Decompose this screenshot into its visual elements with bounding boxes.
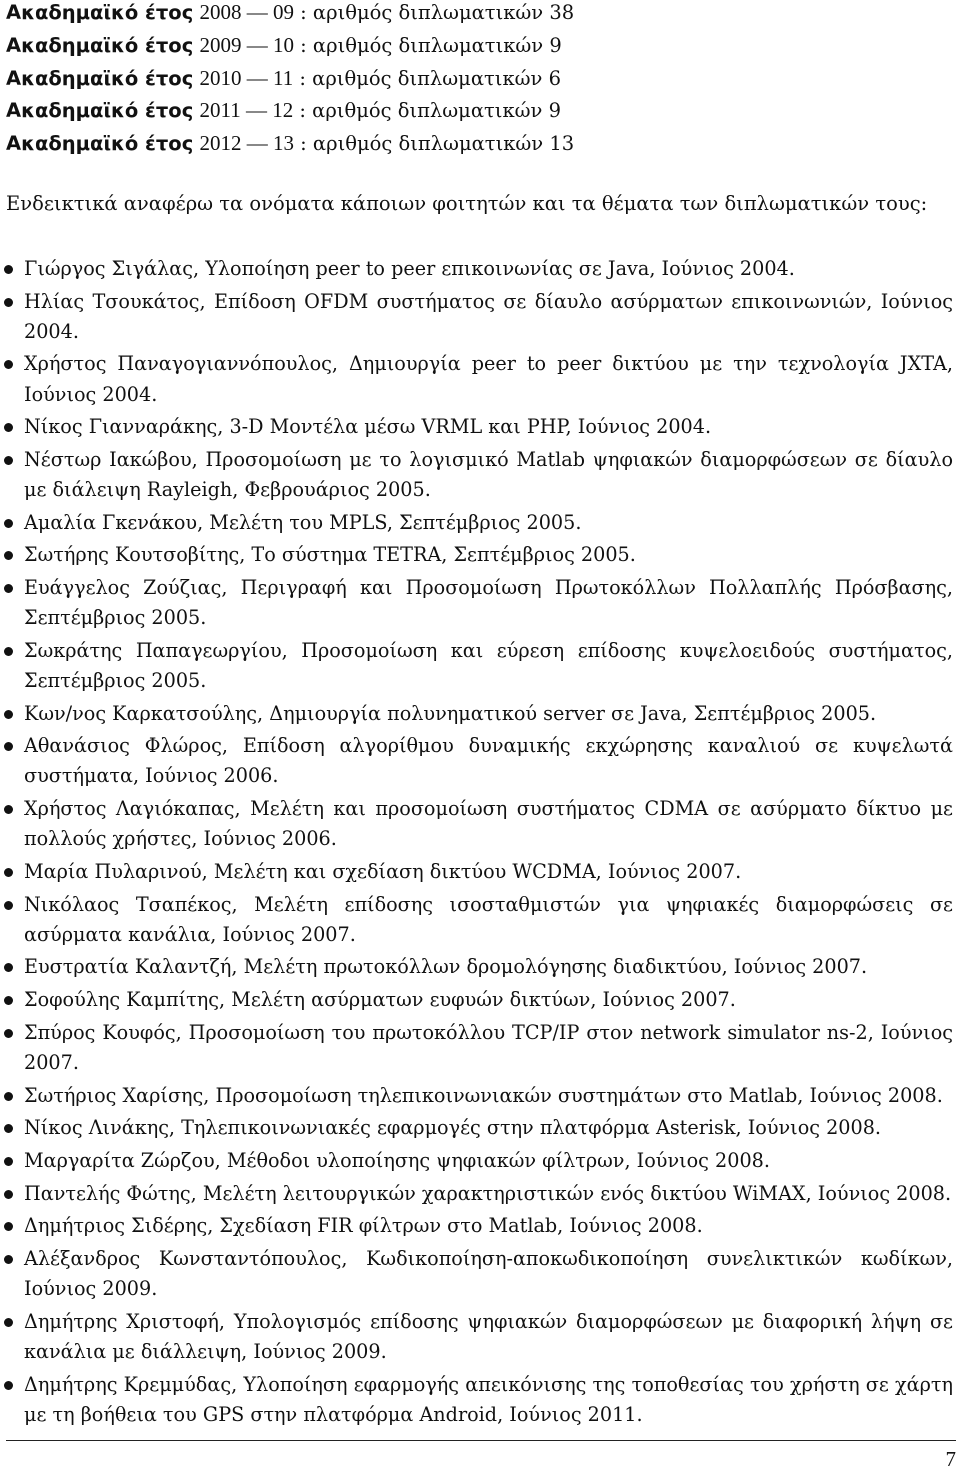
bullet-icon	[4, 298, 13, 307]
thesis-text: Γιώργος Σιγάλας, Υλοποίηση peer to peer επικοινωνίας σε Java, Ιούνιος 2004.	[24, 257, 795, 280]
academic-year-label: Ακαδημαϊκό έτος	[6, 66, 194, 90]
thesis-text: Νέστωρ Ιακώβου, Προσομοίωση με το λογισμικό Matlab ψηφιακών διαμορφώσεων σε δίαυλο με διάλειψη Rayleigh, Φεβρουάριος 2005.	[24, 447, 953, 502]
thesis-item	[0, 349, 953, 409]
thesis-item	[0, 985, 953, 1015]
thesis-item	[0, 952, 953, 982]
academic-year-label: Ακαδημαϊκό έτος	[6, 33, 194, 57]
thesis-text: Δημήτριος Σιδέρης, Σχεδίαση FIR φίλτρων στο Matlab, Ιούνιος 2008.	[24, 1214, 703, 1238]
thesis-text: Χρήστος Λαγιόκαπας, Μελέτη και προσομοίωση συστήματος CDMA σε ασύρματο δίκτυο με πολλούς χρήστες, Ιούνιος 2006.	[24, 797, 953, 851]
thesis-text: Κων/νος Καρκατσούλης, Δημιουργία πολυνηματικού server σε Java, Σεπτέμβριος 2005.	[24, 701, 877, 725]
thesis-text: Παντελής Φώτης, Μελέτη λειτουργικών χαρακτηριστικών ενός δικτύου WiMAX, Ιούνιος 2008.	[24, 1181, 952, 1205]
thesis-text: Αθανάσιος Φλώρος, Επίδοση αλγορίθμου δυναμικής εκχώρησης καναλιού σε κυψελωτά συστήματα, Ιούνιος 2006.	[24, 734, 953, 788]
thesis-item	[0, 1370, 953, 1430]
thesis-text: Ευστρατία Καλαντζή, Μελέτη πρωτοκόλλων δρομολόγησης διαδικτύου, Ιούνιος 2007.	[24, 955, 868, 979]
thesis-item	[0, 890, 953, 950]
academic-year-range: 2010 — 11	[199, 65, 294, 90]
thesis-text: Μαργαρίτα Ζώρζου, Μέθοδοι υλοποίησης ψηφιακών φίλτρων, Ιούνιος 2008.	[24, 1148, 770, 1172]
academic-year-line	[6, 98, 946, 123]
bullet-icon	[4, 868, 13, 877]
thesis-item	[0, 1307, 953, 1367]
thesis-item	[0, 412, 953, 442]
thesis-text: Ευάγγελος Ζούζιας, Περιγραφή και Προσομοίωση Πρωτοκόλλων Πολλαπλής Πρόσβασης, Σεπτέμβριος 2005.	[24, 576, 953, 630]
thesis-text: Αμαλία Γκενάκου, Μελέτη του MPLS, Σεπτέμβριος 2005.	[24, 510, 582, 534]
thesis-item	[0, 508, 953, 538]
thesis-item	[0, 1211, 953, 1241]
thesis-count: : αριθμός διπλωματικών 9	[293, 99, 562, 123]
bullet-icon	[4, 360, 13, 369]
academic-year-line	[6, 0, 946, 25]
thesis-item	[0, 1018, 953, 1078]
thesis-item	[0, 1081, 953, 1111]
thesis-item	[0, 1244, 953, 1304]
thesis-item	[0, 636, 953, 696]
thesis-count: : αριθμός διπλωματικών 6	[293, 66, 562, 90]
thesis-text: Δημήτρης Χριστοφή, Υπολογισμός επίδοσης ψηφιακών διαμορφώσεων με διαφορική λήψη σε κανάλια με διάλλειψη, Ιούνιος 2009.	[24, 1309, 953, 1363]
thesis-item	[0, 287, 953, 347]
bullet-icon	[4, 1190, 13, 1199]
bullet-icon	[4, 1381, 13, 1390]
thesis-item	[0, 573, 953, 633]
bullet-icon	[4, 710, 13, 719]
bullet-icon	[4, 1318, 13, 1327]
bullet-icon	[4, 742, 13, 751]
academic-year-line	[6, 33, 946, 58]
footer-divider	[6, 1440, 956, 1441]
thesis-text: Μαρία Πυλαρινού, Μελέτη και σχεδίαση δικτύου WCDMA, Ιούνιος 2007.	[24, 859, 742, 883]
bullet-icon	[4, 1222, 13, 1231]
bullet-icon	[4, 963, 13, 972]
thesis-item	[0, 1146, 953, 1176]
thesis-item	[0, 857, 953, 887]
bullet-icon	[4, 1092, 13, 1101]
thesis-text: Σωτήριος Χαρίσης, Προσομοίωση τηλεπικοινωνιακών συστημάτων στο Matlab, Ιούνιος 2008.	[24, 1083, 943, 1107]
page-number: 7	[945, 1447, 956, 1471]
thesis-item	[0, 794, 953, 854]
thesis-text: Χρήστος Παναγογιαννόπουλος, Δημιουργία peer to peer δικτύου με την τεχνολογία JXTA, Ιούνιος 2004.	[24, 352, 953, 406]
thesis-count: : αριθμός διπλωματικών 13	[293, 132, 575, 156]
academic-year-label: Ακαδημαϊκό έτος	[6, 1, 194, 24]
thesis-item	[0, 731, 953, 791]
bullet-icon	[4, 265, 13, 274]
thesis-item	[0, 540, 953, 570]
thesis-text: Νικόλαος Τσαπέκος, Μελέτη επίδοσης ισοσταθμιστών για ψηφιακές διαμορφώσεις σε ασύρματα κανάλια, Ιούνιος 2007.	[24, 892, 953, 946]
bullet-icon	[4, 1157, 13, 1166]
thesis-text: Αλέξανδρος Κωνσταντόπουλος, Κωδικοποίηση-αποκωδικοποίηση συνελικτικών κωδίκων, Ιούνιος 2009.	[24, 1246, 953, 1301]
bullet-icon	[4, 584, 13, 593]
thesis-text: Σωκράτης Παπαγεωργίου, Προσομοίωση και εύρεση επίδοσης κυψελοειδούς συστήματος, Σεπτέμβριος 2005.	[24, 638, 953, 692]
bullet-icon	[4, 456, 13, 465]
thesis-text: Ηλίας Τσουκάτος, Επίδοση OFDM συστήματος σε δίαυλο ασύρματων επικοινωνιών, Ιούνιος 2004.	[24, 289, 953, 343]
thesis-count: : αριθμός διπλωματικών 9	[293, 33, 562, 57]
thesis-text: Νίκος Γιανναράκης, 3-D Μοντέλα μέσω VRML και PHP, Ιούνιος 2004.	[24, 415, 712, 439]
bullet-icon	[4, 647, 13, 656]
bullet-icon	[4, 519, 13, 528]
bullet-icon	[4, 1124, 13, 1133]
bullet-icon	[4, 1029, 13, 1038]
thesis-item	[0, 254, 953, 284]
thesis-item	[0, 1113, 953, 1143]
academic-year-label: Ακαδημαϊκό έτος	[6, 99, 194, 123]
thesis-text: Νίκος Λινάκης, Τηλεπικοινωνιακές εφαρμογές στην πλατφόρμα Asterisk, Ιούνιος 2008.	[24, 1116, 882, 1140]
thesis-count: : αριθμός διπλωματικών 38	[293, 1, 575, 24]
thesis-text: Σοφούλης Καμπίτης, Μελέτη ασύρματων ευφυών δικτύων, Ιούνιος 2007.	[24, 988, 736, 1012]
thesis-item	[0, 1179, 953, 1209]
thesis-item	[0, 699, 953, 729]
academic-year-line	[6, 66, 946, 91]
academic-year-range: 2009 — 10	[199, 32, 294, 57]
thesis-text: Σπύρος Κουφός, Προσομοίωση του πρωτοκόλλου TCP/IP στον network simulator ns-2, Ιούνιος 2007.	[24, 1020, 953, 1074]
academic-year-range: 2012 — 13	[199, 131, 294, 156]
bullet-icon	[4, 423, 13, 432]
bullet-icon	[4, 1255, 13, 1264]
academic-year-label: Ακαδημαϊκό έτος	[6, 132, 194, 156]
intro-paragraph: Ενδεικτικά αναφέρω τα ονόματα κάποιων φοιτητών και τα θέματα των διπλωματικών τους:	[6, 192, 928, 215]
bullet-icon	[4, 551, 13, 560]
academic-years-list	[6, 0, 946, 164]
theses-list	[0, 254, 960, 1432]
thesis-text: Σωτήρης Κουτσοβίτης, Το σύστημα TETRA, Σεπτέμβριος 2005.	[24, 543, 636, 567]
thesis-text: Δημήτρης Κρεμμύδας, Υλοποίηση εφαρμογής απεικόνισης της τοποθεσίας του χρήστη σε χάρτη με τη βοήθεια του GPS στην πλατφόρμα Android, Ιούνιος 2011.	[24, 1372, 953, 1426]
academic-year-line	[6, 131, 946, 156]
academic-year-range: 2011 — 12	[199, 98, 294, 123]
bullet-icon	[4, 996, 13, 1005]
bullet-icon	[4, 805, 13, 814]
academic-year-range: 2008 — 09	[199, 0, 294, 24]
bullet-icon	[4, 901, 13, 910]
thesis-item	[0, 445, 953, 505]
